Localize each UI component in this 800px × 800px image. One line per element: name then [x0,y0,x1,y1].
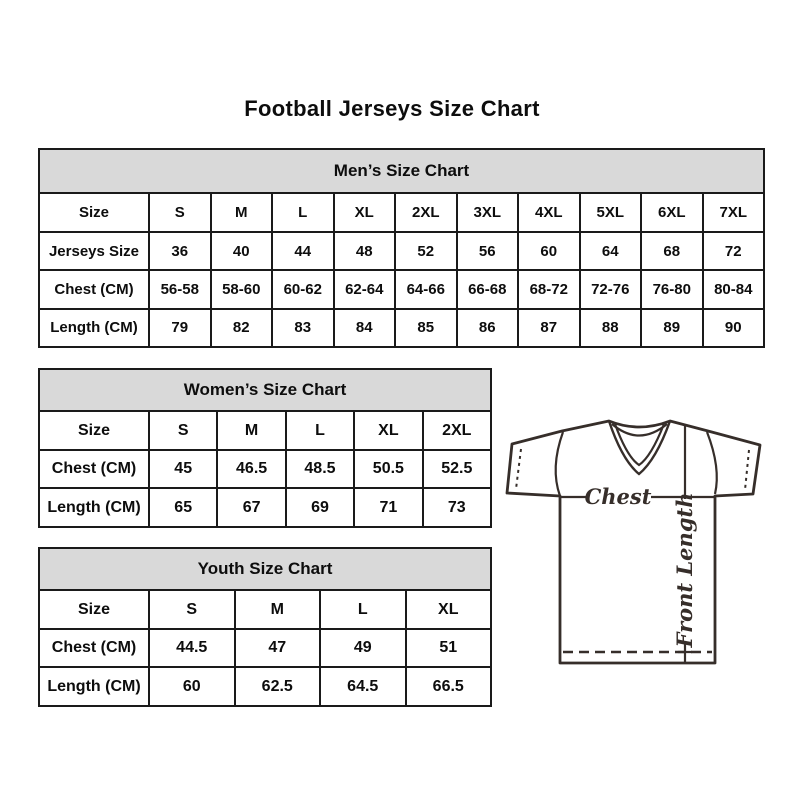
womens-cell: 52.5 [423,450,491,489]
mens-cell: 86 [457,309,519,347]
page-title: Football Jerseys Size Chart [244,96,540,121]
mens-cell: 72 [703,232,765,270]
youth-cell: 47 [235,629,321,668]
mens-cell: 52 [395,232,457,270]
mens-cell: 6XL [641,193,703,231]
womens-cell: 50.5 [354,450,422,489]
mens-cell: 84 [334,309,396,347]
mens-row-label: Chest (CM) [39,270,149,308]
mens-cell: 4XL [518,193,580,231]
womens-row-label: Length (CM) [39,488,149,527]
mens-cell: 64 [580,232,642,270]
youth-table-title: Youth Size Chart [39,548,491,590]
mens-cell: 72-76 [580,270,642,308]
womens-cell: 2XL [423,411,491,450]
womens-row-label: Size [39,411,149,450]
youth-cell: 62.5 [235,667,321,706]
mens-cell: 89 [641,309,703,347]
youth-cell: S [149,590,235,629]
mens-cell: 66-68 [457,270,519,308]
mens-cell: 5XL [580,193,642,231]
mens-cell: XL [334,193,396,231]
chest-label: Chest [584,484,652,509]
womens-cell: 45 [149,450,217,489]
mens-cell: 68 [641,232,703,270]
mens-table-title: Men’s Size Chart [39,149,764,193]
womens-cell: 71 [354,488,422,527]
youth-row-label: Size [39,590,149,629]
womens-cell: M [217,411,285,450]
youth-row-label: Chest (CM) [39,629,149,668]
mens-table [38,148,765,348]
womens-table-title: Women’s Size Chart [39,369,491,411]
mens-cell: 58-60 [211,270,273,308]
youth-cell: 66.5 [406,667,492,706]
youth-cell: 60 [149,667,235,706]
mens-cell: 44 [272,232,334,270]
womens-size-table [38,368,492,528]
youth-cell: 51 [406,629,492,668]
womens-cell: XL [354,411,422,450]
mens-row-label: Size [39,193,149,231]
youth-cell: 44.5 [149,629,235,668]
jersey-measurement-diagram [500,400,780,680]
youth-cell: 64.5 [320,667,406,706]
mens-cell: 87 [518,309,580,347]
mens-cell: 80-84 [703,270,765,308]
front-length-label: Front Length [672,492,697,648]
mens-cell: 68-72 [518,270,580,308]
mens-cell: 79 [149,309,211,347]
mens-cell: 36 [149,232,211,270]
mens-cell: 56-58 [149,270,211,308]
mens-size-table [38,148,765,348]
mens-cell: 60 [518,232,580,270]
mens-cell: 2XL [395,193,457,231]
womens-cell: S [149,411,217,450]
jersey-outline [507,421,760,663]
youth-cell: M [235,590,321,629]
mens-row-label: Length (CM) [39,309,149,347]
womens-cell: 73 [423,488,491,527]
mens-cell: 3XL [457,193,519,231]
mens-cell: 48 [334,232,396,270]
womens-cell: 48.5 [286,450,354,489]
youth-row-label: Length (CM) [39,667,149,706]
youth-size-table [38,547,492,707]
youth-cell: XL [406,590,492,629]
mens-cell: 62-64 [334,270,396,308]
mens-cell: 83 [272,309,334,347]
mens-cell: M [211,193,273,231]
womens-row-label: Chest (CM) [39,450,149,489]
mens-cell: 88 [580,309,642,347]
womens-cell: 67 [217,488,285,527]
mens-cell: 82 [211,309,273,347]
mens-cell: 60-62 [272,270,334,308]
mens-cell: 56 [457,232,519,270]
mens-cell: 76-80 [641,270,703,308]
mens-row-label: Jerseys Size [39,232,149,270]
mens-cell: 7XL [703,193,765,231]
womens-cell: L [286,411,354,450]
mens-cell: 64-66 [395,270,457,308]
youth-cell: L [320,590,406,629]
womens-cell: 46.5 [217,450,285,489]
mens-cell: S [149,193,211,231]
youth-table [38,547,492,707]
womens-table [38,368,492,528]
mens-cell: 85 [395,309,457,347]
mens-cell: 40 [211,232,273,270]
mens-cell: L [272,193,334,231]
mens-cell: 90 [703,309,765,347]
womens-cell: 65 [149,488,217,527]
youth-cell: 49 [320,629,406,668]
womens-cell: 69 [286,488,354,527]
